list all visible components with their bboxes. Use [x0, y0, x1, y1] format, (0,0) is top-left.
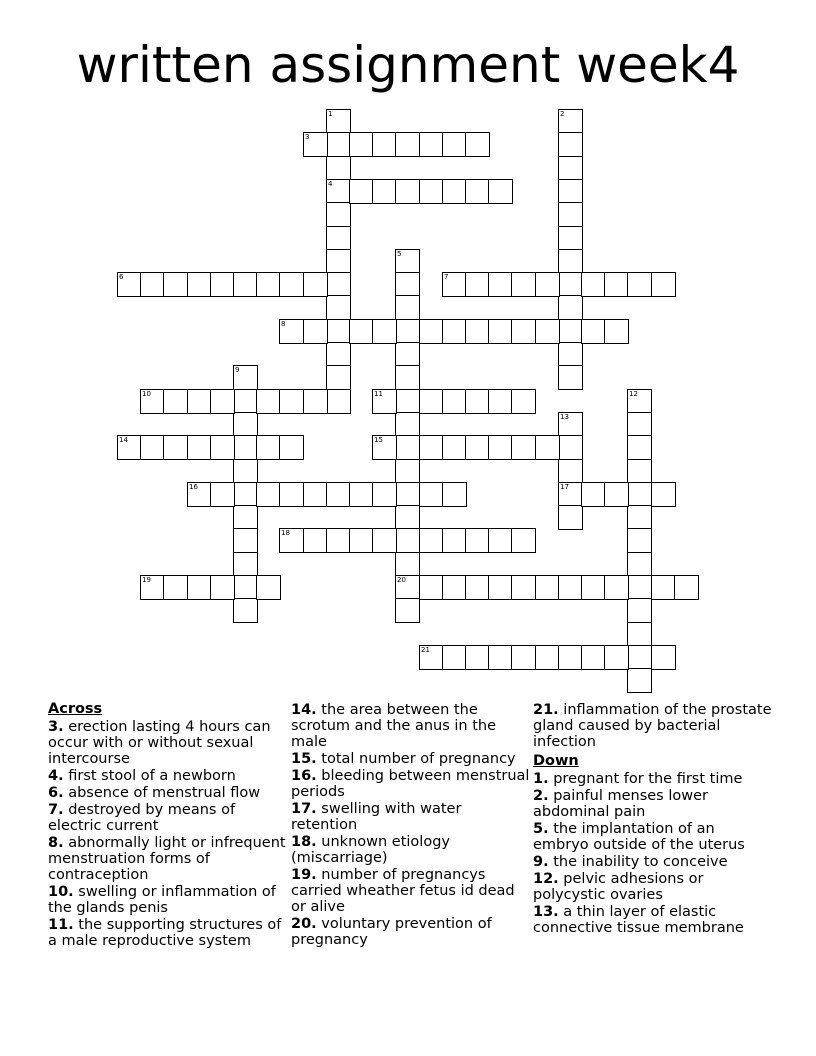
clue-number: 14. — [291, 702, 317, 718]
clue-text: unknown etiology (miscarriage) — [291, 834, 450, 866]
clue-number: 20. — [291, 916, 317, 932]
grid-cell[interactable] — [581, 575, 606, 600]
grid-cell[interactable] — [395, 272, 420, 297]
clue-text: painful menses lower abdominal pain — [533, 788, 708, 820]
cell-number: 14 — [119, 436, 128, 444]
grid-cell[interactable] — [233, 365, 258, 390]
grid-cell[interactable] — [465, 645, 490, 670]
grid-cell[interactable] — [535, 435, 560, 460]
cell-number: 11 — [374, 390, 383, 398]
cell-number: 5 — [397, 250, 402, 258]
grid-cell[interactable] — [627, 598, 652, 623]
grid-cell[interactable] — [256, 389, 281, 414]
grid-cell[interactable] — [581, 319, 606, 344]
grid-cell[interactable] — [395, 412, 420, 437]
cell-number: 16 — [189, 483, 198, 491]
grid-cell[interactable] — [465, 435, 490, 460]
grid-cell[interactable] — [233, 552, 258, 577]
grid-cell[interactable] — [442, 389, 467, 414]
grid-cell[interactable] — [627, 645, 652, 670]
grid-cell[interactable] — [256, 435, 281, 460]
clue-item — [291, 751, 531, 767]
grid-cell[interactable] — [326, 295, 351, 320]
grid-cell[interactable] — [511, 272, 536, 297]
down-header: Down — [533, 753, 579, 769]
grid-cell[interactable] — [419, 389, 444, 414]
clue-item — [291, 867, 531, 915]
cell-number: 21 — [421, 646, 430, 654]
grid-cell[interactable] — [163, 435, 188, 460]
grid-cell[interactable] — [210, 435, 235, 460]
clue-number: 12. — [533, 871, 559, 887]
grid-cell[interactable] — [279, 389, 304, 414]
grid-cell[interactable] — [187, 435, 212, 460]
clue-number: 2. — [533, 788, 549, 804]
grid-cell[interactable] — [488, 645, 513, 670]
clue-item — [533, 821, 773, 853]
cell-number: 18 — [281, 529, 290, 537]
clue-number: 7. — [48, 802, 64, 818]
grid-cell[interactable] — [558, 459, 583, 484]
grid-cell[interactable] — [233, 528, 258, 553]
clue-item — [48, 917, 288, 949]
clue-number: 19. — [291, 867, 317, 883]
clue-number: 16. — [291, 768, 317, 784]
grid-cell[interactable] — [419, 482, 444, 507]
grid-cell[interactable] — [558, 156, 583, 181]
grid-cell[interactable] — [372, 482, 397, 507]
clue-text: abnormally light or infrequent menstruation forms of contraception — [48, 835, 286, 883]
clue-item — [533, 788, 773, 820]
clue-item — [533, 771, 773, 787]
grid-cell[interactable] — [558, 342, 583, 367]
grid-cell[interactable] — [627, 505, 652, 530]
grid-cell[interactable] — [465, 179, 490, 204]
page-title: written assignment week4 — [76, 36, 740, 94]
grid-cell[interactable] — [187, 389, 212, 414]
clue-text: the implantation of an embryo outside of the uterus — [533, 821, 745, 853]
clue-text: destroyed by means of electric current — [48, 802, 236, 834]
grid-cell[interactable] — [163, 389, 188, 414]
grid-cell[interactable] — [326, 319, 351, 344]
clue-number: 15. — [291, 751, 317, 767]
grid-cell[interactable] — [558, 226, 583, 251]
grid-cell[interactable] — [419, 528, 444, 553]
clue-item — [533, 904, 773, 936]
grid-cell[interactable] — [210, 482, 235, 507]
clue-item — [48, 719, 288, 767]
grid-cell[interactable] — [465, 389, 490, 414]
clue-number: 17. — [291, 801, 317, 817]
cell-number: 8 — [281, 320, 286, 328]
grid-cell[interactable] — [488, 272, 513, 297]
grid-cell[interactable] — [465, 575, 490, 600]
grid-cell[interactable] — [488, 319, 513, 344]
cell-number: 2 — [560, 110, 565, 118]
grid-cell[interactable] — [279, 319, 304, 344]
grid-cell[interactable] — [511, 435, 536, 460]
grid-cell[interactable] — [558, 482, 583, 507]
grid-cell[interactable] — [442, 528, 467, 553]
grid-cell[interactable] — [326, 226, 351, 251]
grid-cell[interactable] — [511, 389, 536, 414]
cell-number: 3 — [305, 133, 310, 141]
grid-cell[interactable] — [604, 482, 629, 507]
grid-cell[interactable] — [488, 528, 513, 553]
grid-cell[interactable] — [140, 272, 165, 297]
grid-cell[interactable] — [604, 272, 629, 297]
grid-cell[interactable] — [558, 435, 583, 460]
grid-cell[interactable] — [395, 505, 420, 530]
grid-cell[interactable] — [442, 435, 467, 460]
grid-cell[interactable] — [326, 109, 351, 134]
grid-cell[interactable] — [372, 319, 397, 344]
clue-item — [533, 871, 773, 903]
grid-cell[interactable] — [419, 132, 444, 157]
clue-text: erection lasting 4 hours can occur with or without sexual intercourse — [48, 719, 271, 767]
clue-number: 21. — [533, 702, 559, 718]
cell-number: 20 — [397, 576, 406, 584]
grid-cell[interactable] — [465, 272, 490, 297]
grid-cell[interactable] — [604, 575, 629, 600]
grid-cell[interactable] — [488, 435, 513, 460]
grid-cell[interactable] — [627, 528, 652, 553]
grid-cell[interactable] — [279, 272, 304, 297]
clue-item — [291, 916, 531, 948]
clue-item — [533, 854, 773, 870]
grid-cell[interactable] — [581, 645, 606, 670]
grid-cell[interactable] — [558, 365, 583, 390]
grid-cell[interactable] — [349, 179, 374, 204]
grid-cell[interactable] — [395, 528, 420, 553]
clue-number: 13. — [533, 904, 559, 920]
grid-cell[interactable] — [372, 132, 397, 157]
clue-text: absence of menstrual flow — [63, 785, 261, 801]
grid-cell[interactable] — [558, 319, 583, 344]
grid-cell[interactable] — [558, 575, 583, 600]
grid-cell[interactable] — [442, 272, 467, 297]
clue-text: swelling or inflammation of the glands penis — [48, 884, 276, 916]
grid-cell[interactable] — [395, 365, 420, 390]
grid-cell[interactable] — [627, 552, 652, 577]
cell-number: 7 — [444, 273, 449, 281]
grid-cell[interactable] — [535, 319, 560, 344]
grid-cell[interactable] — [604, 645, 629, 670]
cell-number: 4 — [328, 180, 333, 188]
grid-cell[interactable] — [395, 295, 420, 320]
clues-column-3 — [533, 702, 773, 937]
clue-number: 10. — [48, 884, 74, 900]
grid-cell[interactable] — [303, 272, 328, 297]
grid-cell[interactable] — [256, 272, 281, 297]
grid-cell[interactable] — [349, 319, 374, 344]
clue-text: the area between the scrotum and the anus in the male — [291, 702, 496, 750]
grid-cell[interactable] — [233, 598, 258, 623]
grid-cell[interactable] — [442, 482, 467, 507]
clue-number: 8. — [48, 835, 64, 851]
clue-text: a thin layer of elastic connective tissue membrane — [533, 904, 744, 936]
clue-number: 3. — [48, 719, 64, 735]
grid-cell[interactable] — [558, 179, 583, 204]
grid-cell[interactable] — [558, 202, 583, 227]
clues-column-2 — [291, 702, 531, 949]
grid-cell[interactable] — [187, 482, 212, 507]
grid-cell[interactable] — [442, 179, 467, 204]
grid-cell[interactable] — [372, 389, 397, 414]
grid-cell[interactable] — [627, 435, 652, 460]
grid-cell[interactable] — [187, 575, 212, 600]
grid-cell[interactable] — [581, 272, 606, 297]
grid-cell[interactable] — [233, 412, 258, 437]
clue-item — [291, 702, 531, 750]
grid-cell[interactable] — [651, 645, 676, 670]
clue-item — [48, 884, 288, 916]
clue-item — [291, 801, 531, 833]
grid-cell[interactable] — [210, 272, 235, 297]
grid-cell[interactable] — [279, 528, 304, 553]
cell-number: 19 — [142, 576, 151, 584]
clue-text: first stool of a newborn — [63, 768, 236, 784]
grid-cell[interactable] — [303, 319, 328, 344]
grid-cell[interactable] — [140, 435, 165, 460]
grid-cell[interactable] — [535, 272, 560, 297]
grid-cell[interactable] — [627, 389, 652, 414]
clue-number: 11. — [48, 917, 74, 933]
grid-cell[interactable] — [674, 575, 699, 600]
grid-cell[interactable] — [326, 342, 351, 367]
grid-cell[interactable] — [187, 272, 212, 297]
clue-number: 9. — [533, 854, 549, 870]
cell-number: 6 — [119, 273, 124, 281]
grid-cell[interactable] — [233, 272, 258, 297]
grid-cell[interactable] — [651, 272, 676, 297]
grid-cell[interactable] — [442, 319, 467, 344]
grid-cell[interactable] — [233, 435, 258, 460]
grid-cell[interactable] — [279, 435, 304, 460]
grid-cell[interactable] — [442, 132, 467, 157]
grid-cell[interactable] — [627, 622, 652, 647]
clue-item — [48, 835, 288, 883]
grid-cell[interactable] — [395, 132, 420, 157]
grid-cell[interactable] — [465, 528, 490, 553]
grid-cell[interactable] — [210, 575, 235, 600]
grid-cell[interactable] — [395, 179, 420, 204]
grid-cell[interactable] — [233, 459, 258, 484]
clue-text: inflammation of the prostate gland caused by bacterial infection — [533, 702, 772, 750]
clue-text: the inability to conceive — [548, 854, 728, 870]
cell-number: 15 — [374, 436, 383, 444]
grid-cell[interactable] — [117, 272, 142, 297]
grid-cell[interactable] — [256, 575, 281, 600]
clue-number: 18. — [291, 834, 317, 850]
grid-cell[interactable] — [163, 575, 188, 600]
cell-number: 12 — [629, 390, 638, 398]
clue-item — [533, 702, 773, 750]
grid-cell[interactable] — [558, 412, 583, 437]
grid-cell[interactable] — [326, 202, 351, 227]
grid-cell[interactable] — [627, 482, 652, 507]
grid-cell[interactable] — [395, 389, 420, 414]
grid-cell[interactable] — [326, 389, 351, 414]
grid-cell[interactable] — [326, 528, 351, 553]
grid-cell[interactable] — [465, 132, 490, 157]
grid-cell[interactable] — [326, 249, 351, 274]
cell-number: 10 — [142, 390, 151, 398]
grid-cell[interactable] — [349, 482, 374, 507]
grid-cell[interactable] — [395, 342, 420, 367]
clue-text: pelvic adhesions or polycystic ovaries — [533, 871, 704, 903]
clue-text: pregnant for the first time — [548, 771, 743, 787]
grid-cell[interactable] — [581, 482, 606, 507]
grid-cell[interactable] — [372, 179, 397, 204]
clue-number: 1. — [533, 771, 549, 787]
cell-number: 13 — [560, 413, 569, 421]
grid-cell[interactable] — [558, 249, 583, 274]
grid-cell[interactable] — [511, 528, 536, 553]
grid-cell[interactable] — [303, 528, 328, 553]
clue-text: swelling with water retention — [291, 801, 462, 833]
grid-cell[interactable] — [349, 528, 374, 553]
clue-number: 5. — [533, 821, 549, 837]
grid-cell[interactable] — [395, 319, 420, 344]
grid-cell[interactable] — [303, 132, 328, 157]
clue-item — [48, 768, 288, 784]
clue-item — [291, 834, 531, 866]
grid-cell[interactable] — [117, 435, 142, 460]
grid-cell[interactable] — [395, 575, 420, 600]
grid-cell[interactable] — [140, 575, 165, 600]
grid-cell[interactable] — [326, 132, 351, 157]
grid-cell[interactable] — [279, 482, 304, 507]
clue-text: the supporting structures of a male reproductive system — [48, 917, 282, 949]
grid-cell[interactable] — [604, 319, 629, 344]
clue-number: 4. — [48, 768, 64, 784]
grid-cell[interactable] — [558, 295, 583, 320]
cell-number: 1 — [328, 110, 333, 118]
clue-text: voluntary prevention of pregnancy — [291, 916, 492, 948]
grid-cell[interactable] — [372, 435, 397, 460]
grid-cell[interactable] — [535, 645, 560, 670]
grid-cell[interactable] — [349, 132, 374, 157]
grid-cell[interactable] — [163, 272, 188, 297]
clue-number: 6. — [48, 785, 64, 801]
grid-cell[interactable] — [558, 272, 583, 297]
grid-cell[interactable] — [233, 482, 258, 507]
grid-cell[interactable] — [233, 389, 258, 414]
clues-column-1 — [48, 698, 288, 950]
grid-cell[interactable] — [256, 482, 281, 507]
across-header: Across — [48, 701, 103, 717]
grid-cell[interactable] — [419, 435, 444, 460]
grid-cell[interactable] — [419, 179, 444, 204]
grid-cell[interactable] — [627, 575, 652, 600]
grid-cell[interactable] — [419, 575, 444, 600]
clue-text: number of pregnancys carried wheather fetus id dead or alive — [291, 867, 515, 915]
grid-cell[interactable] — [372, 528, 397, 553]
grid-cell[interactable] — [651, 482, 676, 507]
grid-cell[interactable] — [558, 132, 583, 157]
grid-cell[interactable] — [419, 319, 444, 344]
grid-cell[interactable] — [395, 552, 420, 577]
grid-cell[interactable] — [326, 482, 351, 507]
grid-cell[interactable] — [326, 179, 351, 204]
grid-cell[interactable] — [511, 645, 536, 670]
grid-cell[interactable] — [627, 668, 652, 693]
grid-cell[interactable] — [535, 575, 560, 600]
cell-number: 17 — [560, 483, 569, 491]
grid-cell[interactable] — [326, 156, 351, 181]
grid-cell[interactable] — [511, 575, 536, 600]
clue-item — [291, 768, 531, 800]
grid-cell[interactable] — [627, 459, 652, 484]
grid-cell[interactable] — [303, 482, 328, 507]
grid-cell[interactable] — [627, 272, 652, 297]
grid-cell[interactable] — [395, 459, 420, 484]
clue-text: bleeding between menstrual periods — [291, 768, 530, 800]
grid-cell[interactable] — [558, 109, 583, 134]
grid-cell[interactable] — [465, 319, 490, 344]
grid-cell[interactable] — [488, 575, 513, 600]
grid-cell[interactable] — [210, 389, 235, 414]
cell-number: 9 — [235, 366, 240, 374]
grid-cell[interactable] — [488, 179, 513, 204]
grid-cell[interactable] — [395, 435, 420, 460]
grid-cell[interactable] — [488, 389, 513, 414]
grid-cell[interactable] — [395, 598, 420, 623]
grid-cell[interactable] — [233, 505, 258, 530]
clue-text: total number of pregnancy — [316, 751, 516, 767]
clue-item — [48, 785, 288, 801]
clue-item — [48, 802, 288, 834]
grid-cell[interactable] — [627, 412, 652, 437]
grid-cell[interactable] — [558, 505, 583, 530]
grid-cell[interactable] — [395, 249, 420, 274]
grid-cell[interactable] — [395, 482, 420, 507]
grid-cell[interactable] — [233, 575, 258, 600]
grid-cell[interactable] — [326, 272, 351, 297]
grid-cell[interactable] — [140, 389, 165, 414]
grid-cell[interactable] — [442, 645, 467, 670]
grid-cell[interactable] — [326, 365, 351, 390]
grid-cell[interactable] — [651, 575, 676, 600]
grid-cell[interactable] — [558, 645, 583, 670]
grid-cell[interactable] — [511, 319, 536, 344]
grid-cell[interactable] — [442, 575, 467, 600]
grid-cell[interactable] — [419, 645, 444, 670]
grid-cell[interactable] — [303, 389, 328, 414]
